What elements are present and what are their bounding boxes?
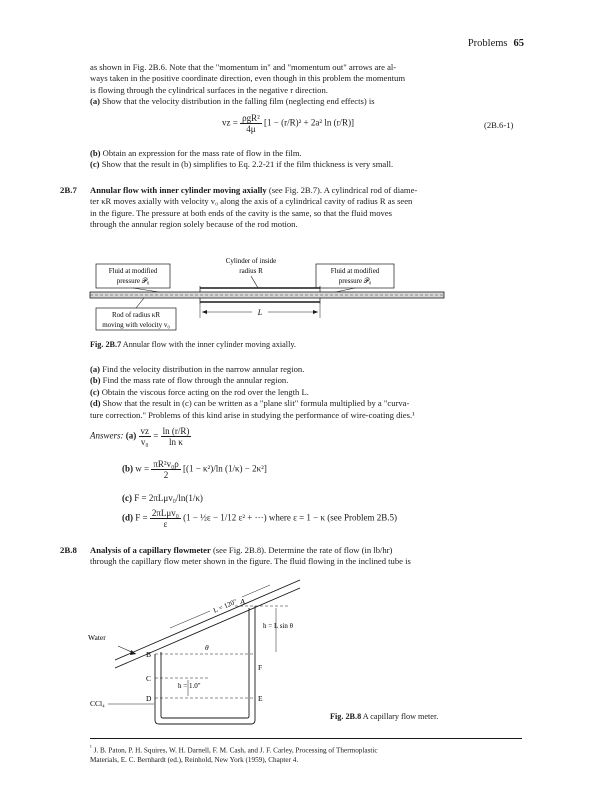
item-b: (b) Find the mass rate of flow through the annular region. [90,375,289,386]
problem-2b7-title: Annular flow with inner cylinder moving axially [90,185,267,195]
eq-bracket: [1 − (r/R)² + 2a² ln (r/R)] [264,117,355,128]
problem-number-2b7: 2B.7 [60,185,77,195]
footnote-rule [90,738,522,739]
answer-a: Answers: (a) $\frac{vz}{\text{v₀}}$ = $\frac{\ln (r/R)}{\text{ln κ}}$ [90,426,190,447]
label-center-2: radius R [239,267,263,275]
label-water: Water [88,633,106,642]
answers-label: Answers: [90,430,124,441]
label-rod-1: Rod of radius κR [111,311,161,319]
problem-2b8-title: Analysis of a capillary flowmeter [90,545,211,555]
label-D: D [146,694,152,703]
answer-c: (c) F = 2πLμv₀/ln(1/κ) [122,493,203,503]
dim-arrow-right [313,310,318,314]
page-number: 65 [513,38,524,49]
leader-rod [136,298,144,308]
intro-item-a: (a) Show that the velocity distribution in the falling film (neglecting end effects) is [90,96,375,107]
item-d-cont: ture correction." Problems of this kind arise in studying the performance of wire-coating dies.¹ [90,409,415,420]
label-left-2: pressure 𝒫₀ [116,277,150,285]
problem-number-2b8: 2B.8 [60,545,77,555]
label-A: A [240,597,246,606]
item-a: (a) Find the velocity distribution in the narrow annular region. [90,364,305,374]
problem-2b7-items [90,364,522,421]
eq-fraction: $\frac{\text{ρgR²}}{4\mu}$ [242,113,260,134]
label-h1: h = L sin θ [263,622,293,630]
intro-line: as shown in Fig. 2B.6. Note that the "momentum in" and "momentum out" arrows are al- [90,62,397,72]
leader-center [251,276,258,288]
label-C: C [146,674,152,683]
label-right-2: pressure 𝒫₀ [338,277,372,285]
label-E: E [258,694,263,703]
problem-2b7-statement: Annular flow with inner cylinder moving axially (see Fig. 2B.7). A cylindrical rod of diame- ter κR moves axially with velocity v₀ along the axis of a cylindrical cavity of radius R as seen in the figure. The pressure at both ends of the cavity is the same, so that the fluid moves through the annular region solely because of the rod motion. [90,185,418,230]
intro-paragraph [90,62,522,108]
label-length: L [257,308,263,317]
intro-line: is flowing through the cylindrical surfaces in the negative r direction. [90,84,328,95]
equation-number: (2B.6-1) [484,120,514,130]
item-d: (d) Show that the result in (c) can be written as a "plane slit" formula multiplied by a "curva- [90,398,410,409]
equation-2b6-1 [222,113,354,134]
label-right-1: Fluid at modified [330,267,380,275]
figure-2b8-caption: Fig. 2B.8 A capillary flow meter. [330,712,439,721]
label-B: B [146,650,152,659]
manometer-outer [155,606,255,724]
footnote: $^{^1}$ J. B. Paton, P. H. Squires, W. H. Darnell, F. M. Cash, and J. F. Carley, Processing of Thermoplastic Materials, E. C. Bernhardt (ed.), Reinhold, New York (1959), Chapter 4. [90,745,378,764]
figure-2b8-capillary-flowmeter [60,570,320,730]
figure-2b7-caption: Fig. 2B.7 Annular flow with the inner cylinder moving axially. [90,340,296,349]
water-arrowhead [130,650,136,655]
item-c: (c) Obtain the viscous force acting on the rod over the length L. [90,386,309,397]
problem-2b8-statement: Analysis of a capillary flowmeter (see Fig. 2B.8). Determine the rate of flow (in lb/hr) through the capillary flow meter shown in the figure. The fluid flowing in the inclined tube is [90,545,411,567]
eq-lhs: vz = [222,117,238,128]
L-dim-line-a [170,611,210,628]
intro-item-c: (c) Show that the result in (b) simplifies to Eq. 2.2-21 if the film thickness is very small. [90,159,394,170]
label-left-1: Fluid at modified [108,267,158,275]
manometer-inner [161,608,249,718]
answer-b: (b) w = $\frac{\text{πR²v₀ρ}}{2}$ [(1 − κ²)/ln (1/κ) − 2κ²] [122,459,267,480]
label-L: L = 120″ [212,597,239,615]
intro-items-bc [90,148,522,171]
dim-arrow-left [202,310,207,314]
figure-2b7-annular-flow [88,250,448,332]
footnote-marker: ¹ [90,745,92,751]
label-rod-2: moving with velocity v₀ [102,321,170,329]
intro-line: ways taken in the positive coordinate direction, even though in this problem the momentum [90,73,406,84]
label-theta: θ [205,643,209,652]
running-header [468,38,524,49]
header-title: Problems [467,38,508,49]
label-h2: h = 1.0″ [178,682,201,690]
label-ccl4: CCl₄ [90,699,105,708]
label-F: F [258,663,263,672]
intro-item-b: (b) Obtain an expression for the mass rate of flow in the film. [90,148,302,158]
answer-d: (d) F = $\frac{\text{2πLμv₀}}{\varepsilon}$ (1 − ½ε − 1/12 ε² + ···) where ε = 1 − κ (see Problem 2B.5) [122,508,398,529]
label-center-1: Cylinder of inside [225,257,277,265]
